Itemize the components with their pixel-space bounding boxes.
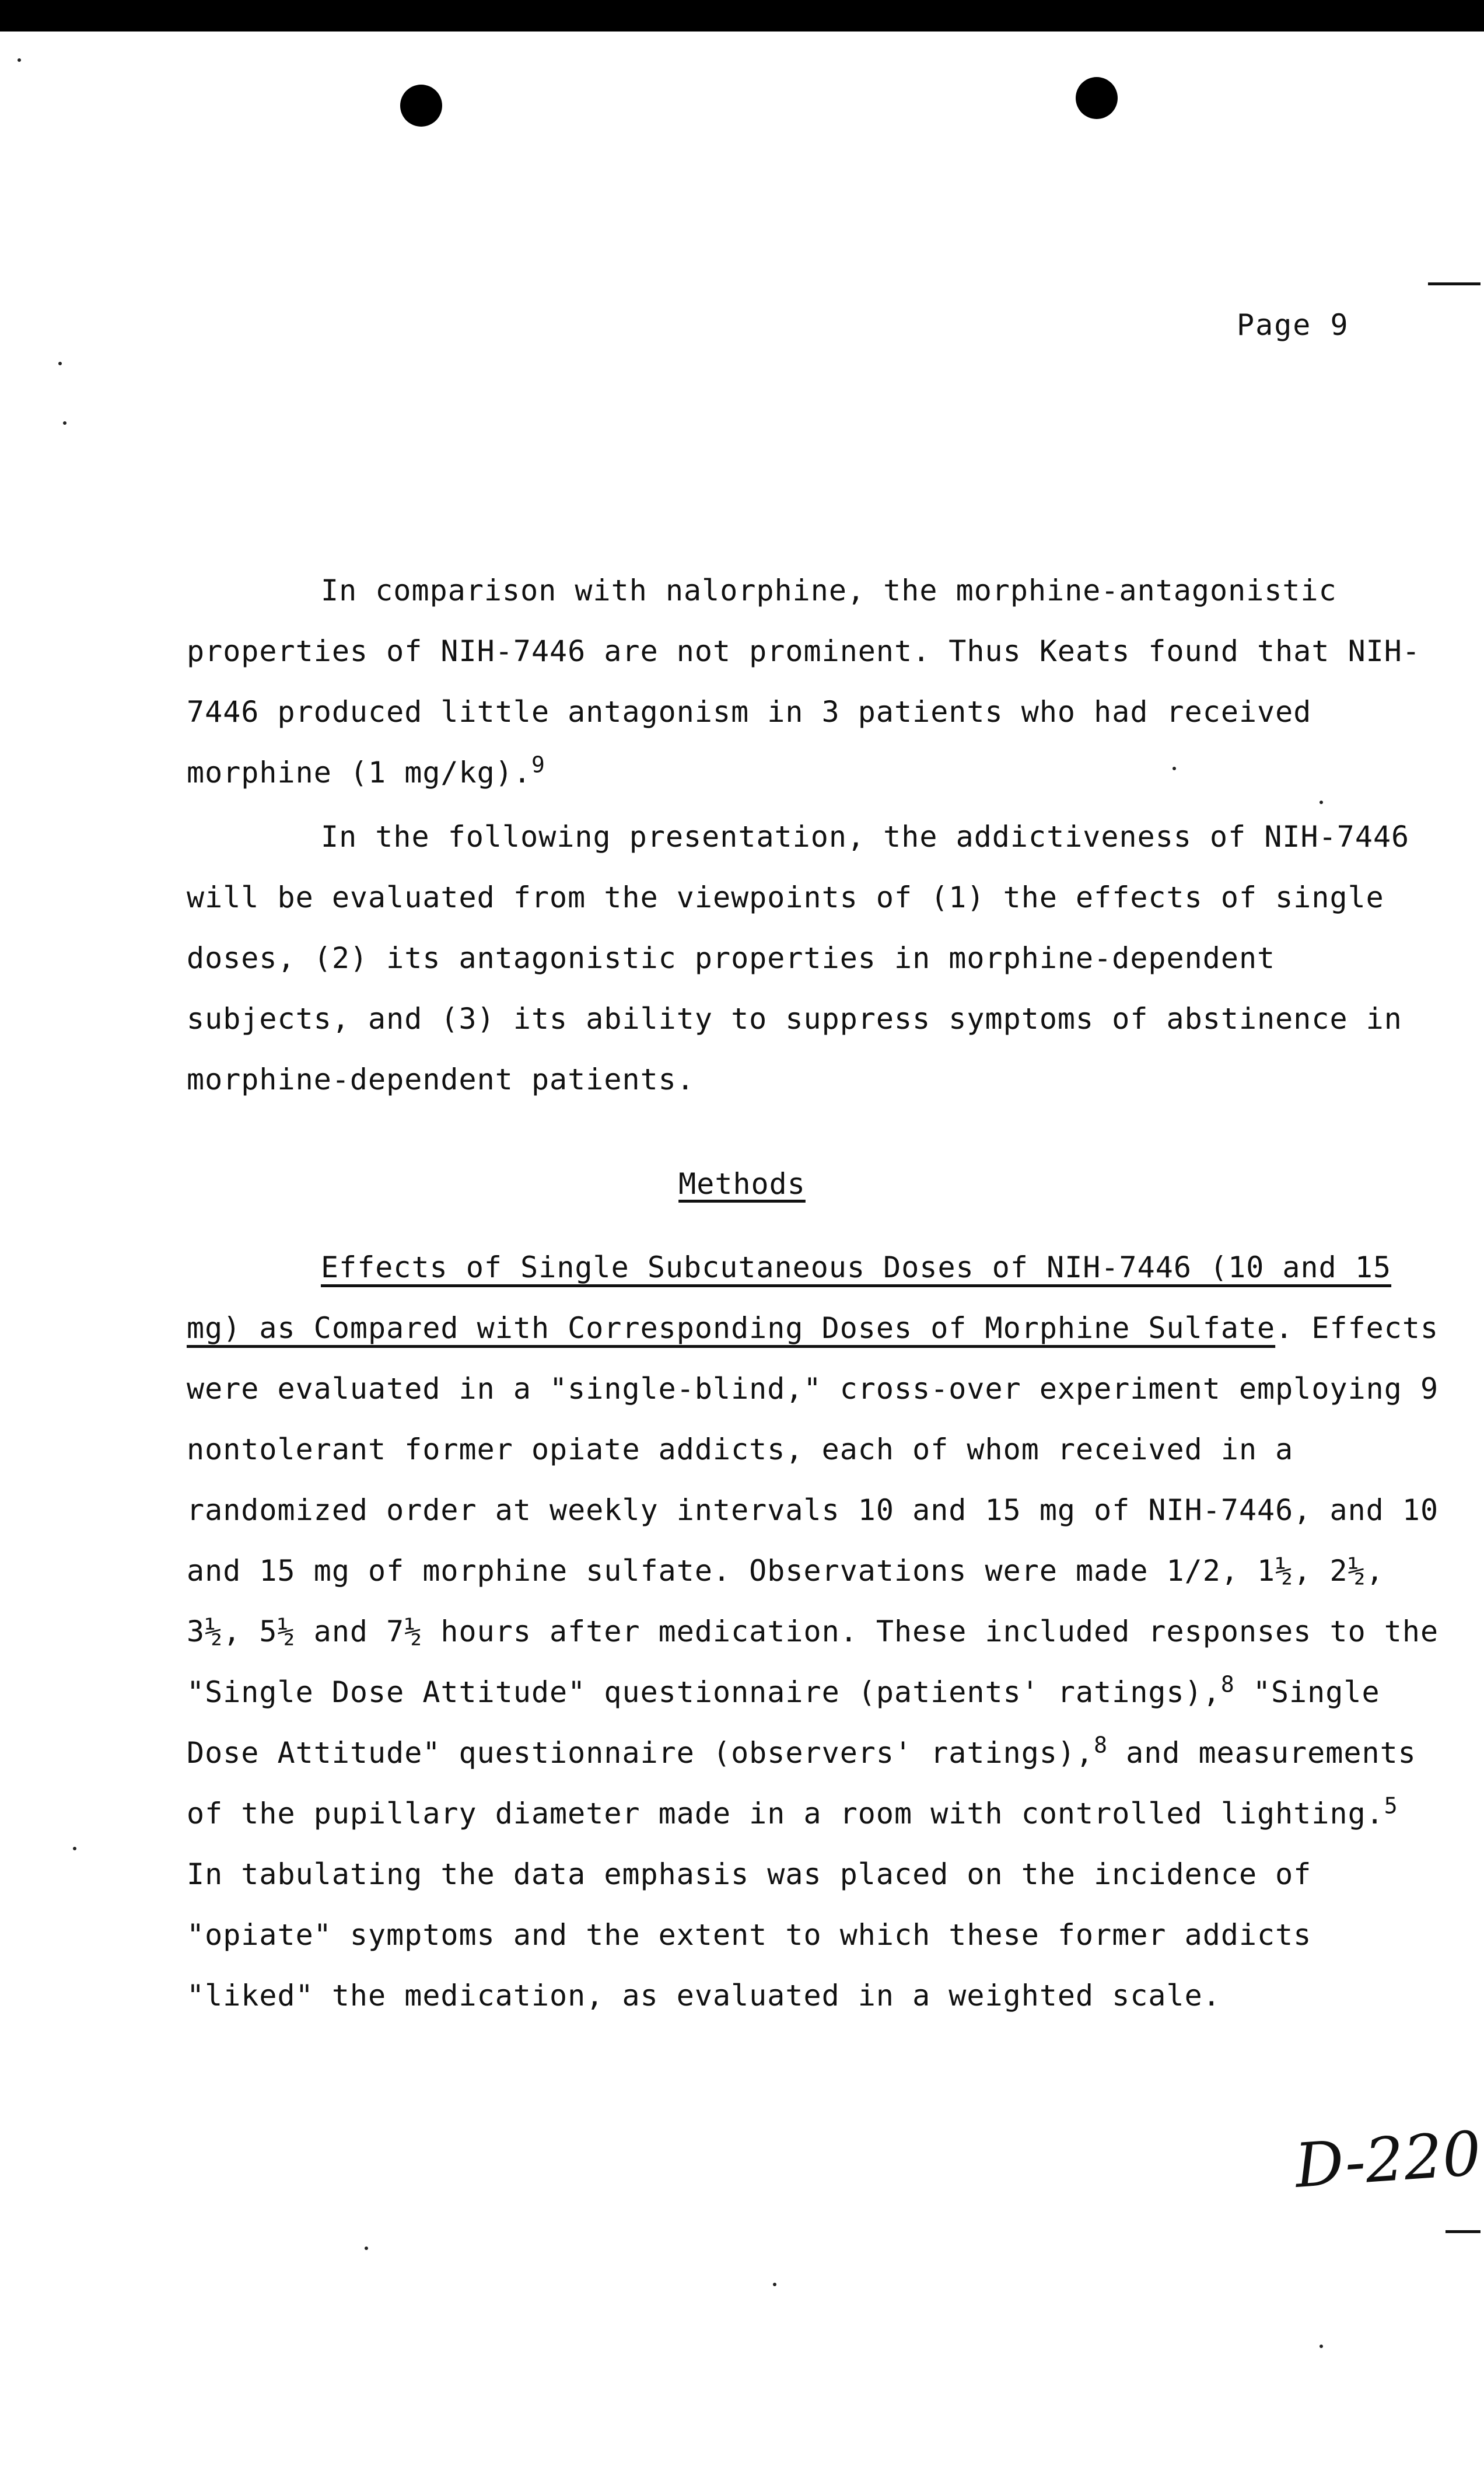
footnote-ref: 8 [1220,1671,1235,1697]
paragraph-text: In the following presentation, the addictiveness of NIH-7446 will be evaluated from the viewpoints of (1) the effects of single doses, (2) its antagonistic properties in morphine-dependent subjects, and (3) its ability to suppress symptoms of abstinence in morphine-dependent patients. [187,820,1410,1096]
subsection-title: Effects of Single Subcutaneous Doses of NIH-7446 (10 and 15 mg) as Compared with Corresponding Doses of Morphine Sulfate [187,1250,1392,1345]
section-title: Methods [678,1167,806,1201]
scan-speck [773,2283,776,2286]
introduction-text [187,560,1447,1110]
margin-mark [1428,282,1480,285]
paragraph-text: "Single Dose Attitude" questionnaire (observers' ratings), [187,1675,1380,1770]
paragraph-nalorphine-comparison [187,560,1447,803]
scan-speck [1320,2345,1323,2348]
methods-heading [0,1167,1484,1201]
scan-top-border [0,0,1484,32]
scan-speck [58,362,62,365]
paragraph-text: In comparison with nalorphine, the morphine-antagonistic properties of NIH-7446 are not prominent. Thus Keats found that NIH-7446 produced little antagonism in 3 patients who had received morphine (1 mg/kg). [187,574,1420,789]
handwritten-document-code: D-220 [1293,2118,1483,2202]
margin-mark [1446,2230,1480,2233]
paragraph-text: Effects were evaluated in a "single-blind," cross-over experiment employing 9 nontolerant former opiate addicts, each of whom received in a randomized order at weekly intervals 10 and 15 mg of NIH-7446, and 10 and 15 mg of morphine sulfate. Observations were made 1/2, 1½, 2½, 3½, 5½ and 7½ hours after medication. These included responses to the "Single Dose Attitude" questionnaire (patients' ratings), [187,1311,1439,1709]
footnote-ref: 5 [1384,1793,1398,1819]
footnote-ref: 8 [1094,1732,1108,1758]
page-number: Page 9 [1237,308,1349,342]
methods-text [187,1237,1447,2026]
subsection-title-period: . [1275,1311,1294,1345]
paragraph-text: and measurements of the pupillary diameter made in a room with controlled lighting. [187,1736,1416,1830]
punch-hole-right [1076,77,1118,119]
paragraph-text: In tabulating the data emphasis was placed on the incidence of "opiate" symptoms and the extent to which these former addicts "liked" the medication, as evaluated in a weighted scale. [187,1857,1312,2013]
scan-speck [365,2247,368,2250]
scan-speck [73,1847,76,1850]
scan-speck [63,421,66,425]
scan-speck [18,58,21,62]
punch-hole-left [400,85,442,127]
paragraph-presentation-overview [187,806,1447,1110]
paragraph-single-doses [187,1237,1447,2026]
footnote-ref: 9 [531,752,545,778]
